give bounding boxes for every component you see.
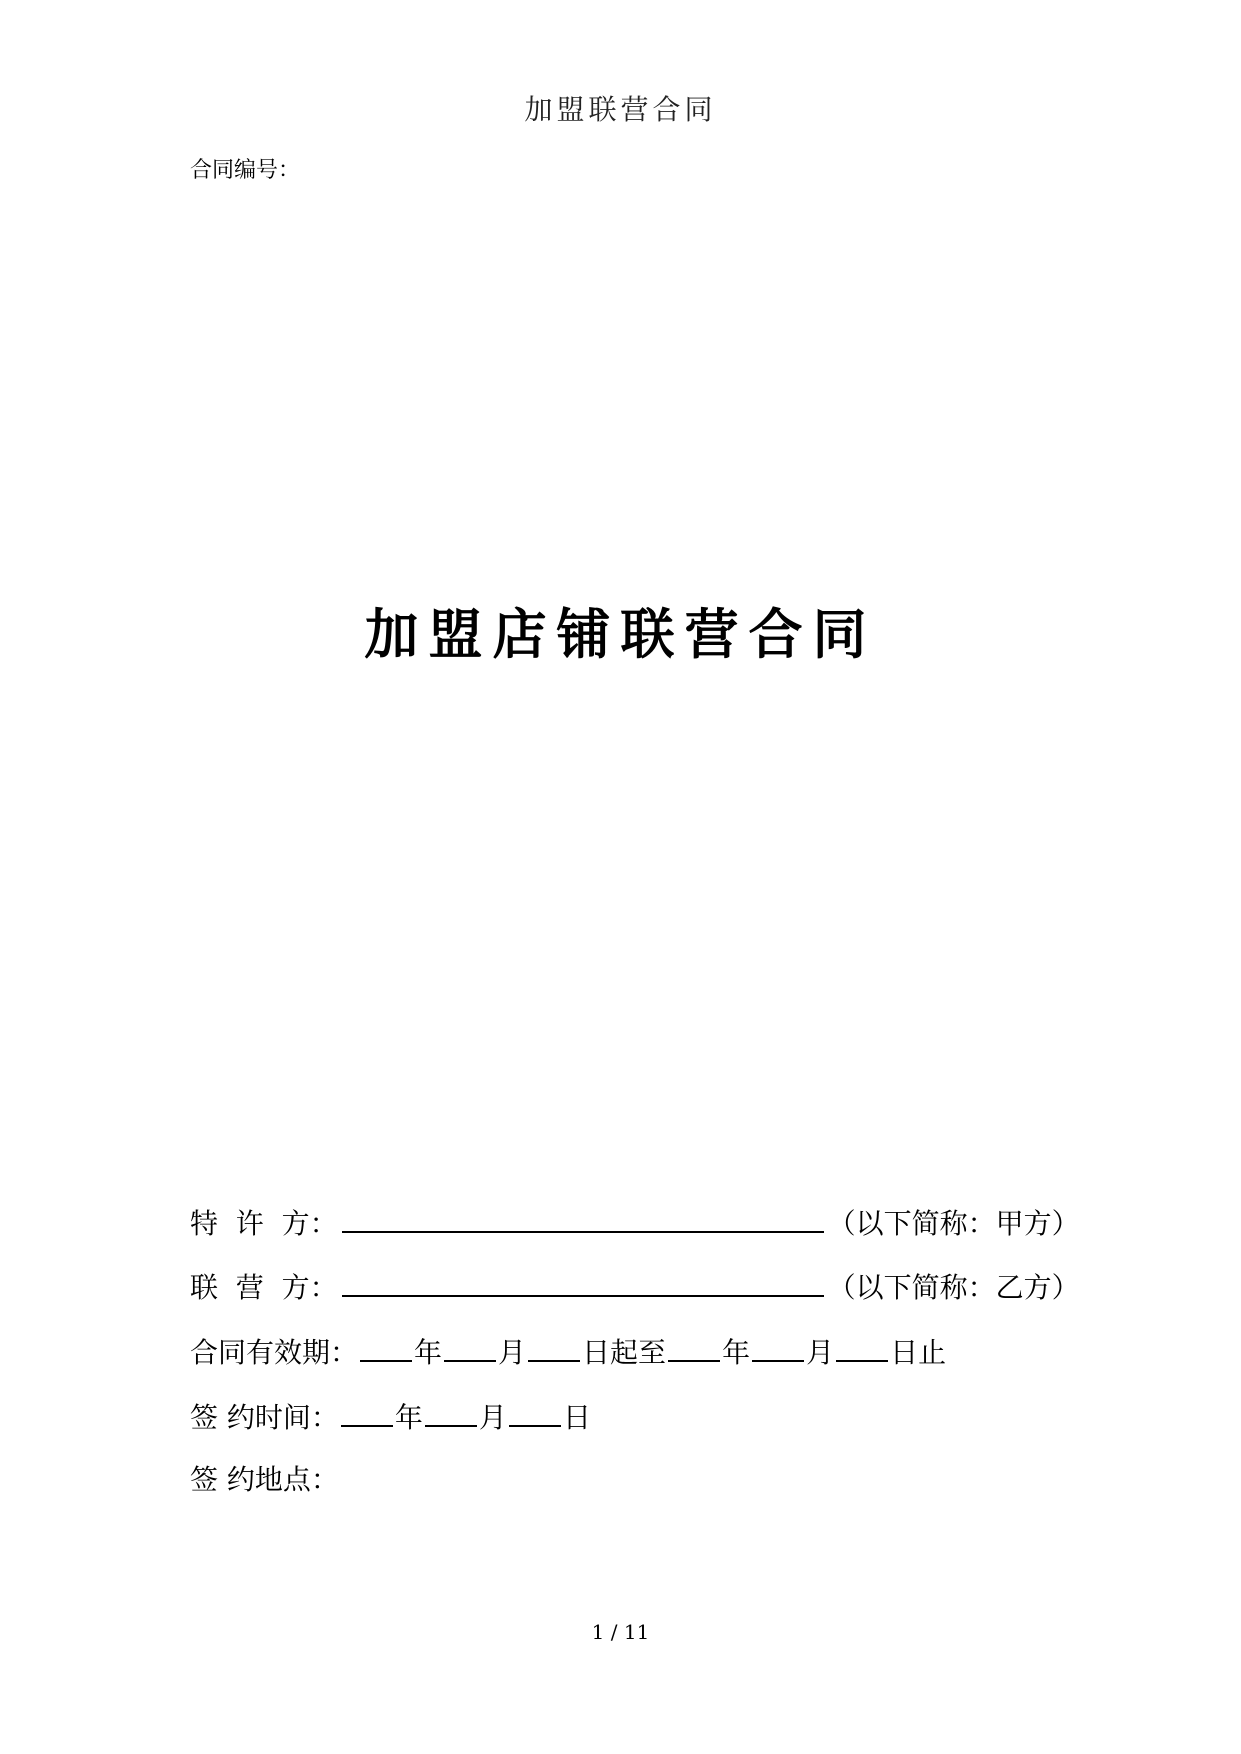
franchisor-note: （以下简称：甲方）	[827, 1207, 1080, 1240]
signing-month: 月	[478, 1401, 507, 1434]
partner-blank-line	[342, 1265, 824, 1297]
franchisor-label: 特 许 方：	[190, 1207, 338, 1240]
partner-label: 联 营 方：	[190, 1271, 338, 1304]
contract-number-label: 合同编号：	[190, 158, 301, 183]
validity-label: 合同有效期：	[190, 1336, 359, 1369]
page-number: 1 / 11	[591, 1620, 650, 1644]
validity-row	[190, 1330, 946, 1370]
validity-year-2: 年	[722, 1336, 751, 1369]
partner-note: （以下简称：乙方）	[827, 1271, 1080, 1304]
running-header: 加盟联营合同	[524, 93, 717, 126]
validity-start-day-blank	[528, 1330, 580, 1362]
signing-place-label: 签 约地点：	[190, 1463, 339, 1496]
validity-month-2: 月	[806, 1336, 835, 1369]
validity-day-to: 日止	[890, 1336, 947, 1369]
signing-year-blank	[341, 1395, 393, 1427]
validity-end-year-blank	[668, 1330, 720, 1362]
validity-end-month-blank	[752, 1330, 804, 1362]
partner-row	[190, 1265, 1080, 1305]
signing-time-label: 签 约时间：	[190, 1401, 339, 1434]
signing-day-blank	[509, 1395, 561, 1427]
validity-year-1: 年	[414, 1336, 443, 1369]
signing-day: 日	[562, 1401, 591, 1434]
validity-end-day-blank	[836, 1330, 888, 1362]
franchisor-blank-line	[342, 1201, 824, 1233]
document-title: 加盟店铺联营合同	[364, 603, 877, 666]
validity-start-year-blank	[360, 1330, 412, 1362]
signing-time-row	[190, 1395, 591, 1435]
signing-year: 年	[394, 1401, 423, 1434]
validity-start-month-blank	[444, 1330, 496, 1362]
validity-day-from: 日起至	[582, 1336, 667, 1369]
franchisor-row	[190, 1201, 1080, 1241]
signing-place-row	[190, 1460, 339, 1500]
validity-month-1: 月	[498, 1336, 527, 1369]
signing-month-blank	[425, 1395, 477, 1427]
